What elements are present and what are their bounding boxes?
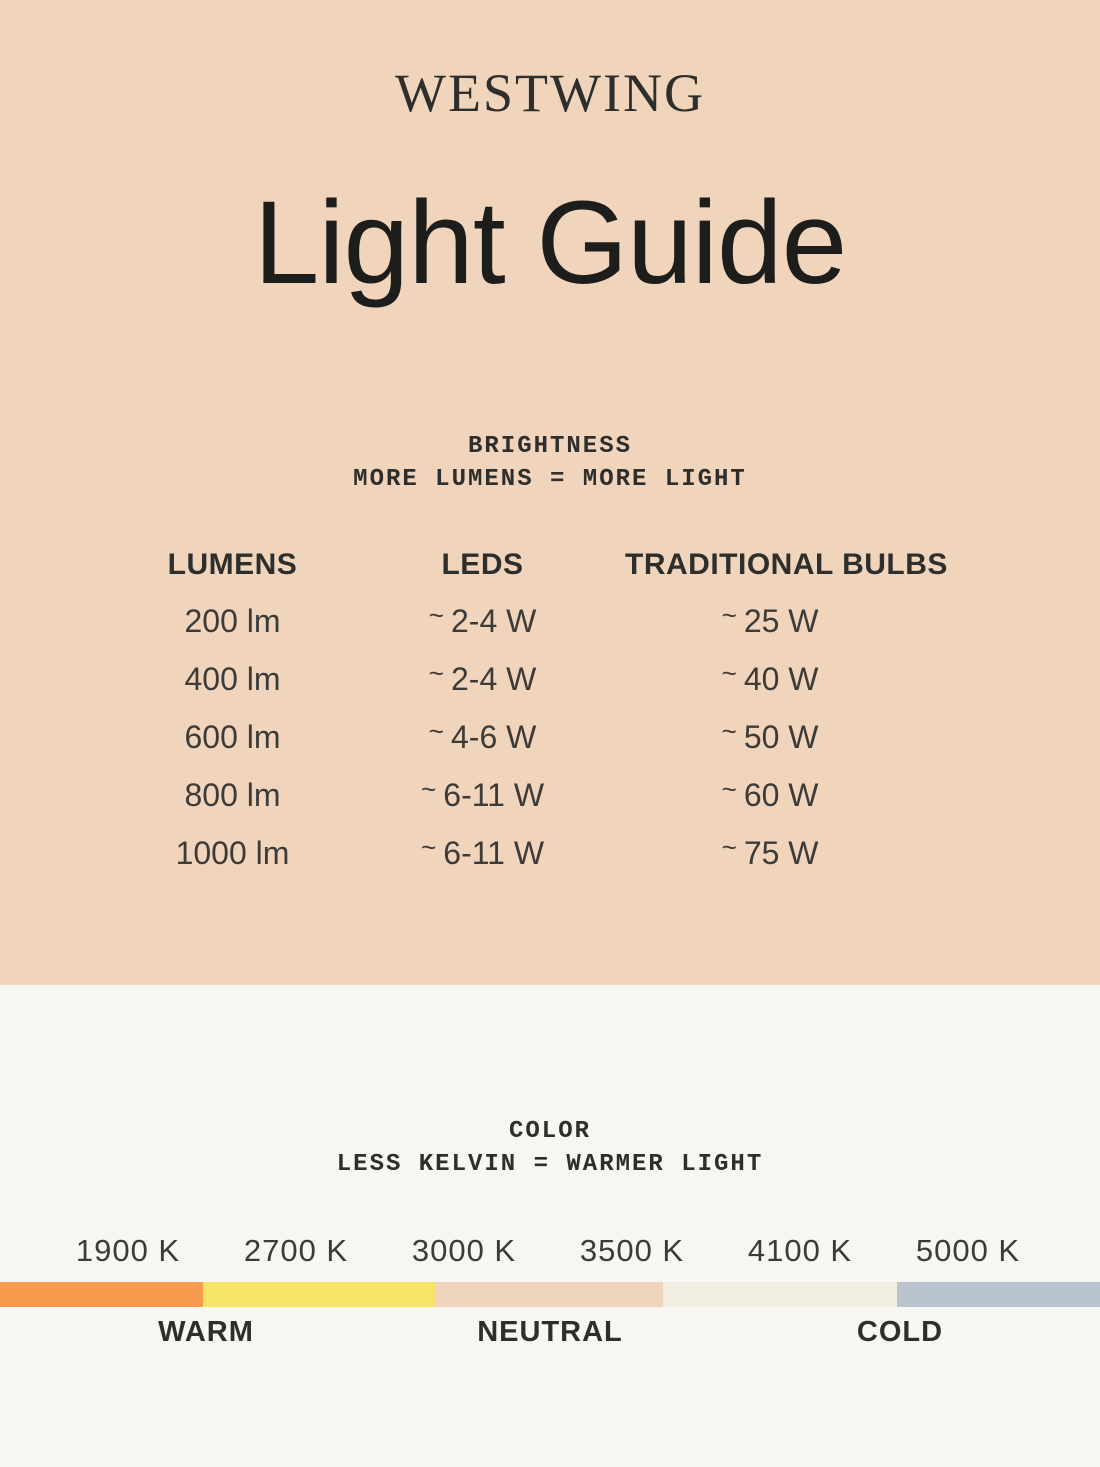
color-intro [0, 1115, 1100, 1181]
brightness-heading: BRIGHTNESS [467, 433, 633, 460]
table-row [125, 773, 975, 814]
led-watts-value: ~ 2-4 W [428, 599, 537, 639]
kelvin-label: 2700 K [243, 1233, 349, 1268]
lumens-value: 800 lm [184, 777, 281, 813]
brightness-intro [0, 430, 1100, 496]
approx-symbol: ~ [420, 831, 437, 862]
approx-symbol: ~ [721, 657, 737, 688]
column-header-traditional-bulbs: TRADITIONAL BULBS [625, 548, 948, 581]
color-temperature-bar [0, 1282, 1100, 1307]
color-subheading: LESS KELVIN = WARMER LIGHT [336, 1151, 764, 1178]
scale-segment-warm-orange [0, 1282, 203, 1307]
approx-symbol: ~ [428, 657, 444, 688]
kelvin-label: 1900 K [75, 1233, 181, 1268]
approx-symbol: ~ [721, 715, 737, 746]
approx-symbol: ~ [428, 715, 444, 746]
kelvin-label: 4100 K [747, 1233, 853, 1268]
led-watts-value: ~ 2-4 W [428, 657, 537, 697]
led-watts-value: ~ 6-11 W [420, 773, 545, 813]
led-watts-value: ~ 6-11 W [420, 831, 545, 871]
scale-segment-neutral-cream [663, 1282, 897, 1307]
bulb-watts-value: ~ 60 W [721, 773, 819, 813]
column-header-lumens: LUMENS [167, 548, 298, 581]
bulb-watts-value: ~ 40 W [721, 657, 819, 697]
neutral-label: NEUTRAL [477, 1316, 623, 1348]
scale-segment-neutral-peach [435, 1282, 663, 1307]
brightness-subheading: MORE LUMENS = MORE LIGHT [353, 466, 747, 493]
table-header-row [125, 548, 975, 582]
bulb-watts-value: ~ 50 W [721, 715, 819, 755]
lumens-value: 600 lm [184, 719, 281, 755]
brightness-table [125, 548, 975, 872]
lumens-value: 400 lm [184, 661, 281, 697]
approx-symbol: ~ [428, 599, 444, 630]
table-row [125, 657, 975, 698]
cold-label: COLD [856, 1316, 944, 1348]
color-section [0, 985, 1100, 1467]
led-watts-value: ~ 4-6 W [428, 715, 537, 755]
bulb-watts-value: ~ 75 W [721, 831, 819, 871]
kelvin-label: 5000 K [915, 1233, 1021, 1268]
color-heading: COLOR [508, 1118, 591, 1145]
brand-logo: WESTWING [395, 63, 705, 123]
scale-segment-cold-blue [897, 1282, 1100, 1307]
warm-label: WARM [158, 1316, 254, 1348]
kelvin-scale-labels [44, 1233, 1052, 1269]
column-header-leds: LEDS [441, 548, 524, 581]
scale-segment-warm-yellow [203, 1282, 435, 1307]
lumens-value: 1000 lm [175, 835, 290, 871]
page-title: Light Guide [253, 177, 847, 309]
table-row [125, 831, 975, 872]
temperature-labels [0, 1316, 1100, 1356]
approx-symbol: ~ [721, 773, 737, 804]
bulb-watts-value: ~ 25 W [721, 599, 819, 639]
kelvin-label: 3000 K [411, 1233, 517, 1268]
kelvin-label: 3500 K [579, 1233, 685, 1268]
approx-symbol: ~ [721, 831, 737, 862]
table-row [125, 715, 975, 756]
table-row [125, 599, 975, 640]
approx-symbol: ~ [721, 599, 737, 630]
approx-symbol: ~ [420, 773, 437, 804]
lumens-value: 200 lm [184, 603, 281, 639]
